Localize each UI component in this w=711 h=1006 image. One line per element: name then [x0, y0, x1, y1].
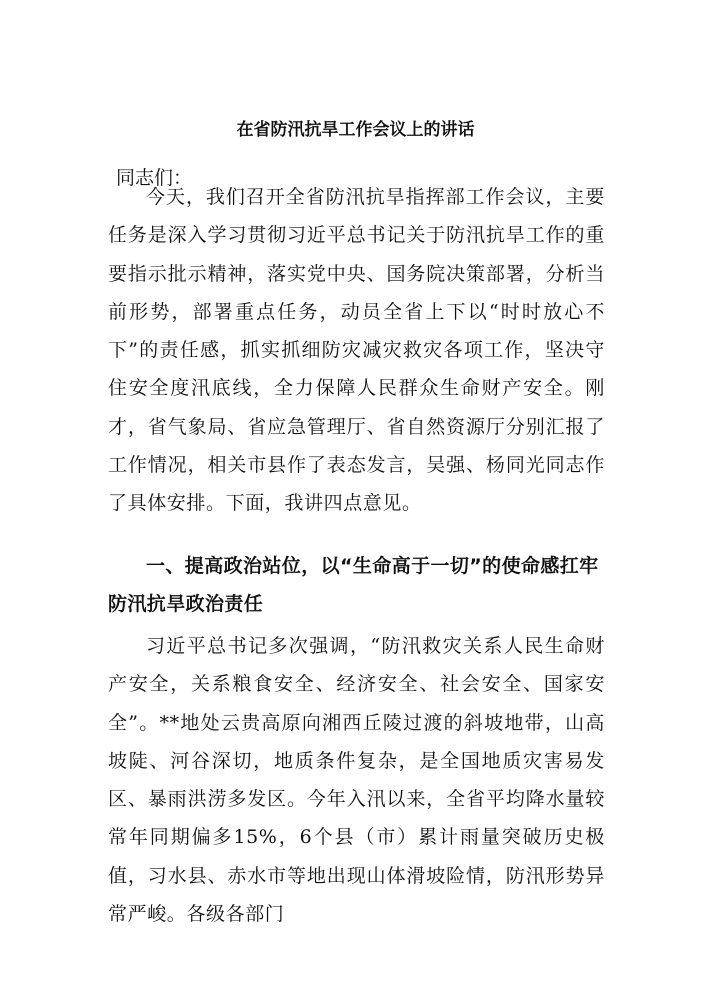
section-1-heading: 一、提高政治站位，以“生命高于一切”的使命感扛牢防汛抗旱政治责任: [108, 555, 599, 616]
document-title: 在省防汛抗旱工作会议上的讲话: [236, 120, 475, 140]
paragraph-1: 今天，我们召开全省防汛抗旱指挥部工作会议，主要任务是深入学习贯彻习近平总书记关于防汛抗旱工作的重要指示批示精神，落实党中央、国务院决策部署，分析当前形势，部署重点任务，动员全省上下以“时时放心不下”的责任感，抓实抓细防灾减灾救灾各项工作，坚决守住安全度汛底线，全力保障人民群众生命财产安全。刚才，省气象局、省应急管理厅、省自然资源厅分别汇报了工作情况，相关市县作了表态发言，吴强、杨同光同志作了具体安排。下面，我讲四点意见。: [108, 186, 605, 515]
paragraph-2: 习近平总书记多次强调，“防汛救灾关系人民生命财产安全，关系粮食安全、经济安全、社会安全、国家安全”。**地处云贵高原向湘西丘陵过渡的斜坡地带，山高坡陡、河谷深切，地质条件复杂，是全国地质灾害易发区、暴雨洪涝多发区。今年入汛以来，全省平均降水量较常年同期偏多15%，6个县（市）累计雨量突破历史极值，习水县、赤水市等地出现山体滑坡险情，防汛形势异常严峻。各级各部门: [108, 635, 605, 926]
salutation: 同志们：: [116, 167, 193, 189]
